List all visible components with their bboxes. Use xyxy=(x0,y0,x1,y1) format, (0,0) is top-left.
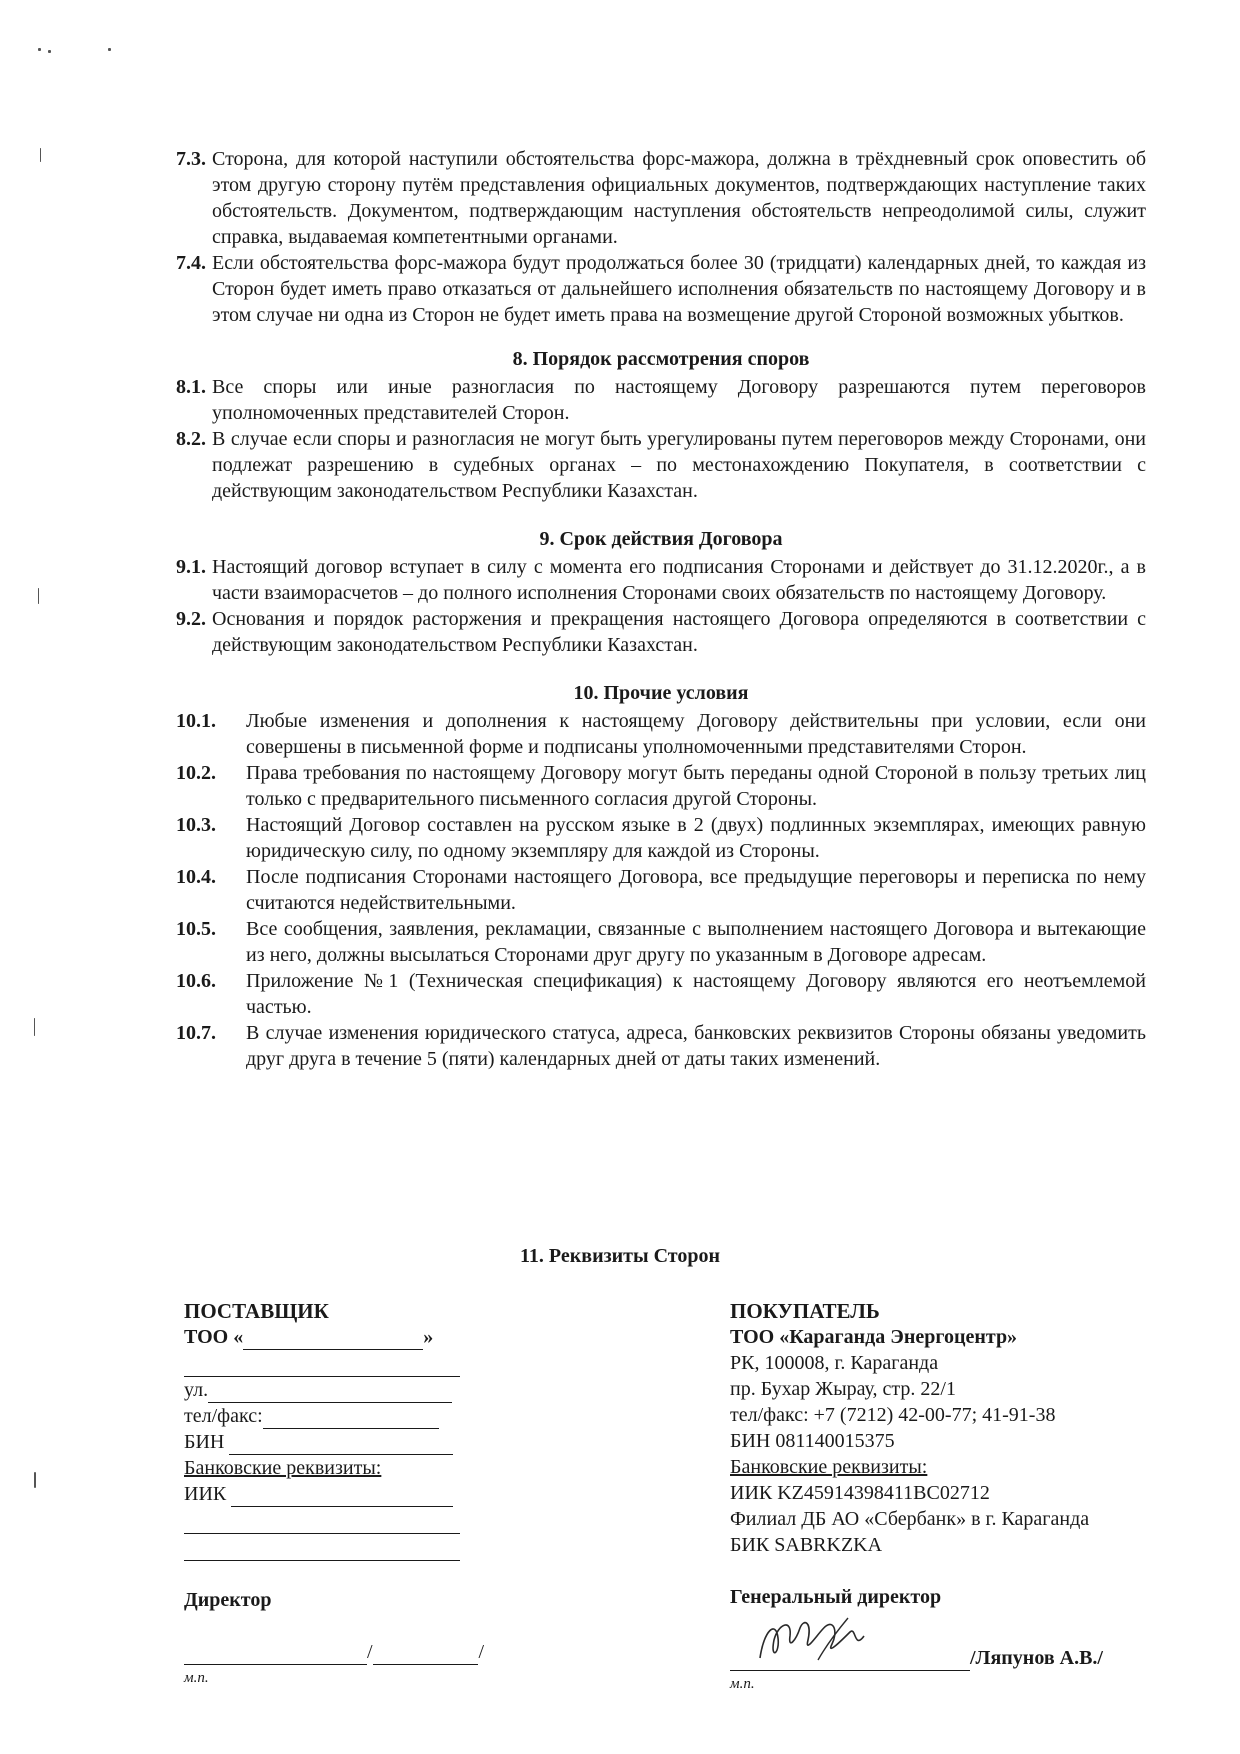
contract-body xyxy=(176,146,1146,1072)
clause-text: В случае если споры и разногласия не могут быть урегулированы путем переговоров между Сторонами, они подлежат разрешению в судебных органах – по местонахождению Покупателя, в соответствии с действующим законодательством Республики Казахстан. xyxy=(212,428,1146,502)
handwritten-signature xyxy=(730,1610,970,1671)
clause-number: 7.4. xyxy=(176,252,206,274)
supplier-blank-line[interactable] xyxy=(184,1534,460,1561)
supplier-blank-line[interactable] xyxy=(184,1507,460,1534)
buyer-address-1: РК, 100008, г. Караганда xyxy=(730,1352,939,1374)
supplier-street xyxy=(184,1377,484,1403)
clause-10-5 xyxy=(176,916,1146,968)
section-10 xyxy=(176,680,1146,1072)
supplier-bank-label: Банковские реквизиты: xyxy=(184,1457,382,1479)
clause-7-3 xyxy=(176,146,1146,250)
buyer-bin: БИН 081140015375 xyxy=(730,1430,895,1452)
clause-8-1 xyxy=(176,374,1146,426)
clause-10-1 xyxy=(176,708,1146,760)
scan-artifact xyxy=(34,1018,35,1036)
clause-text: Настоящий Договор составлен на русском языке в 2 (двух) подлинных экземплярах, имеющих равную юридическую силу, по одному экземпляру для каждой из Стороны. xyxy=(246,814,1146,862)
clause-number: 10.2. xyxy=(176,762,216,784)
section-8 xyxy=(176,346,1146,504)
clause-text: После подписания Сторонами настоящего Договора, все предыдущие переговоры и переписка по нему считаются недействительными. xyxy=(246,866,1146,914)
supplier-sig-separator: / xyxy=(367,1641,373,1663)
clause-number: 7.3. xyxy=(176,148,206,170)
buyer-bank-label: Банковские реквизиты: xyxy=(730,1456,928,1478)
buyer-bank: Филиал ДБ АО «Сбербанк» в г. Караганда xyxy=(730,1508,1090,1530)
supplier-bin xyxy=(184,1429,484,1455)
clause-number: 10.7. xyxy=(176,1022,216,1044)
scan-artifact xyxy=(108,48,111,51)
supplier-signature-field[interactable] xyxy=(184,1646,367,1665)
supplier-signer-name-field[interactable] xyxy=(373,1646,479,1665)
buyer-stamp-place: м.п. xyxy=(730,1676,755,1692)
clause-10-4 xyxy=(176,864,1146,916)
clause-number: 10.1. xyxy=(176,710,216,732)
section-9 xyxy=(176,526,1146,658)
supplier-org xyxy=(184,1324,484,1350)
clause-text: В случае изменения юридического статуса, адреса, банковских реквизитов Стороны обязаны уведомить друг друга в течение 5 (пяти) календарных дней от даты таких изменений. xyxy=(246,1022,1146,1070)
supplier-phone-label: тел/факс: xyxy=(184,1405,263,1427)
supplier-iik-field[interactable] xyxy=(231,1488,453,1507)
clause-text: Любые изменения и дополнения к настоящему Договору действительны при условии, если они совершены в письменной форме и подписаны уполномоченными представителями Сторон. xyxy=(246,710,1146,758)
scan-artifact xyxy=(38,48,41,51)
clause-9-2 xyxy=(176,606,1146,658)
clause-number: 9.2. xyxy=(176,608,206,630)
section-7 xyxy=(176,146,1146,328)
supplier-phone xyxy=(184,1403,484,1429)
clause-text: Настоящий договор вступает в силу с момента его подписания Сторонами и действует до 31.12.2020г., а в части взаиморасчетов – до полного исполнения Сторонами своих обязательств по настоящему Договору. xyxy=(212,556,1146,604)
supplier-stamp-place: м.п. xyxy=(184,1670,209,1686)
supplier-phone-field[interactable] xyxy=(263,1410,439,1429)
supplier-signature-row xyxy=(184,1639,484,1665)
clause-7-4 xyxy=(176,250,1146,328)
supplier-iik xyxy=(184,1481,484,1507)
buyer-address-2: пр. Бухар Жырау, стр. 22/1 xyxy=(730,1378,956,1400)
supplier-bin-label: БИН xyxy=(184,1431,225,1453)
clause-10-3 xyxy=(176,812,1146,864)
clause-10-6 xyxy=(176,968,1146,1020)
clause-text: Основания и порядок расторжения и прекращения настоящего Договора определяются в соответствии с действующим законодательством Республики Казахстан. xyxy=(212,608,1146,656)
clause-text: Приложение №1 (Техническая спецификация) к настоящему Договору являются его неотъемлемой частью. xyxy=(246,970,1146,1018)
supplier-blank-line[interactable] xyxy=(184,1350,460,1377)
buyer-title: ПОКУПАТЕЛЬ xyxy=(730,1299,880,1323)
scan-artifact xyxy=(40,148,41,162)
buyer-block xyxy=(730,1298,1150,1697)
signature-scribble xyxy=(730,1610,970,1670)
requisites-title: 11. Реквизиты Сторон xyxy=(520,1245,720,1267)
clause-text: Все споры или иные разногласия по настоящему Договору разрешаются путем переговоров уполномоченных представителей Сторон. xyxy=(212,376,1146,424)
supplier-street-label: ул. xyxy=(184,1379,209,1401)
supplier-title: ПОСТАВЩИК xyxy=(184,1299,329,1323)
clause-number: 10.4. xyxy=(176,866,216,888)
clause-number: 10.5. xyxy=(176,918,216,940)
supplier-org-field[interactable] xyxy=(243,1331,423,1350)
clause-text: Права требования по настоящему Договору могут быть переданы одной Стороной в пользу третьих лиц только с предварительного письменного согласия другой Стороны. xyxy=(246,762,1146,810)
section-heading: 10. Прочие условия xyxy=(573,682,749,704)
buyer-phone: тел/факс: +7 (7212) 42-00-77; 41-91-38 xyxy=(730,1404,1056,1426)
clause-text: Сторона, для которой наступили обстоятельства форс-мажора, должна в трёхдневный срок оповестить об этом другую сторону путём представления официальных документов, подтверждающих наступление таких обстоятельств. Документом, подтверждающим наступления обстоятельств непреодолимой силы, служит справка, выдаваемая компетентными органами. xyxy=(212,148,1146,248)
buyer-org: ТОО «Караганда Энергоцентр» xyxy=(730,1326,1018,1348)
clause-9-1 xyxy=(176,554,1146,606)
supplier-org-prefix: ТОО « xyxy=(184,1326,244,1348)
buyer-iik: ИИК KZ45914398411BC02712 xyxy=(730,1482,990,1504)
supplier-block xyxy=(184,1298,484,1691)
clause-number: 10.3. xyxy=(176,814,216,836)
supplier-org-suffix: » xyxy=(423,1326,434,1348)
clause-number: 8.2. xyxy=(176,428,206,450)
supplier-role: Директор xyxy=(184,1589,272,1611)
clause-10-2 xyxy=(176,760,1146,812)
clause-number: 8.1. xyxy=(176,376,206,398)
buyer-signer: /Ляпунов А.В./ xyxy=(970,1647,1103,1669)
clause-text: Если обстоятельства форс-мажора будут продолжаться более 30 (тридцати) календарных дней, то каждая из Сторон будет иметь право отказаться от дальнейшего исполнения обязательств по настоящему Договору и в этом случае ни одна из Сторон не будет иметь права на возмещение другой Стороной возможных убытков. xyxy=(212,252,1146,326)
supplier-bin-field[interactable] xyxy=(229,1436,453,1455)
supplier-sig-separator: / xyxy=(478,1641,484,1663)
section-heading: 8. Порядок рассмотрения споров xyxy=(512,348,810,370)
buyer-bik: БИК SABRKZKA xyxy=(730,1534,883,1556)
supplier-street-field[interactable] xyxy=(208,1384,452,1403)
scan-artifact xyxy=(48,50,51,53)
clause-10-7 xyxy=(176,1020,1146,1072)
clause-text: Все сообщения, заявления, рекламации, связанные с выполнением настоящего Договора и вытекающие из него, должны высылаться Сторонами друг другу по указанным в Договоре адресам. xyxy=(246,918,1146,966)
scan-artifact xyxy=(38,588,39,604)
supplier-iik-label: ИИК xyxy=(184,1483,227,1505)
buyer-signature-row xyxy=(730,1610,1150,1671)
scan-artifact xyxy=(34,1472,36,1488)
clause-number: 9.1. xyxy=(176,556,206,578)
clause-number: 10.6. xyxy=(176,970,216,992)
section-heading: 9. Срок действия Договора xyxy=(539,528,783,550)
clause-8-2 xyxy=(176,426,1146,504)
buyer-role: Генеральный директор xyxy=(730,1586,942,1608)
